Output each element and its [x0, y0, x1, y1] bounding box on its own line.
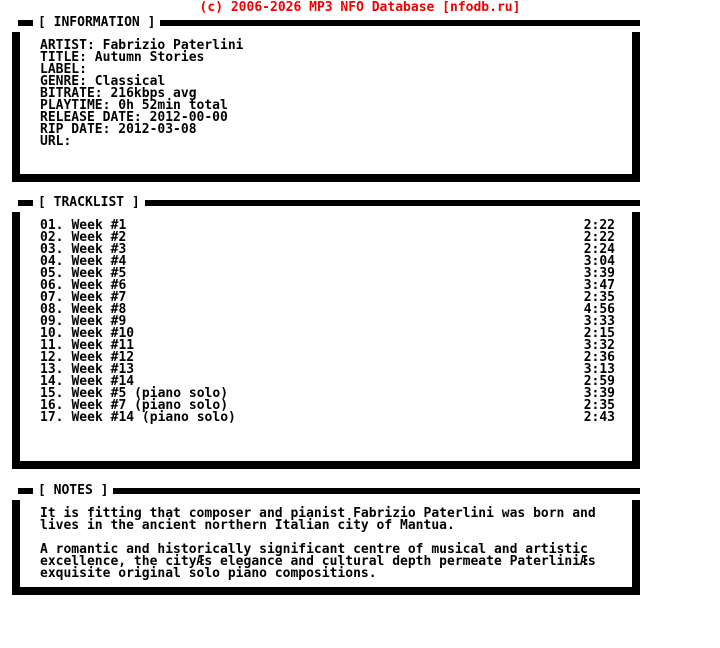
- track-title: Week #9: [71, 314, 127, 329]
- tracklist-section: [12, 196, 640, 469]
- notes-section-header: [12, 484, 640, 497]
- track-title: Week #7: [71, 290, 127, 305]
- information-section-body: [12, 32, 640, 182]
- track-number: 16.: [40, 398, 64, 413]
- info-url-line: URL:: [40, 134, 72, 149]
- track-duration: 3:32: [583, 338, 615, 353]
- track-duration: 3:04: [583, 254, 615, 269]
- track-title: Week #6: [71, 278, 127, 293]
- info-playtime-line: PLAYTIME: 0h 52min total: [40, 98, 228, 113]
- track-title: Week #1: [71, 218, 127, 233]
- track-title: Week #10: [71, 326, 135, 341]
- track-number: 10.: [40, 326, 64, 341]
- track-duration: 2:22: [583, 218, 615, 233]
- track-duration: 3:39: [583, 386, 615, 401]
- tracklist-section-label: [ TRACKLIST ]: [38, 195, 140, 210]
- track-title: Week #3: [71, 242, 127, 257]
- track-title: Week #4: [71, 254, 127, 269]
- track-title: Week #14 (piano solo): [71, 410, 236, 425]
- info-label-line: LABEL:: [40, 62, 87, 77]
- track-duration: 4:56: [583, 302, 615, 317]
- track-duration: 2:15: [583, 326, 615, 341]
- track-number: 08.: [40, 302, 64, 317]
- track-number: 07.: [40, 290, 64, 305]
- notes-text-line: A romantic and historically significant centre of musical and artistic: [40, 542, 588, 557]
- tracklist-section-header: [12, 196, 640, 209]
- border-bar: [18, 200, 33, 206]
- track-row: [40, 268, 615, 280]
- track-row: [40, 280, 615, 292]
- info-artist-line: ARTIST: Fabrizio Paterlini: [40, 38, 244, 53]
- border-bar: [145, 200, 640, 206]
- track-number: 12.: [40, 350, 64, 365]
- track-number: 03.: [40, 242, 64, 257]
- track-title: Week #2: [71, 230, 127, 245]
- border-bar: [18, 20, 33, 26]
- track-duration: 3:47: [583, 278, 615, 293]
- tracklist-section-body: [12, 212, 640, 469]
- track-duration: 2:36: [583, 350, 615, 365]
- info-genre-line: GENRE: Classical: [40, 74, 166, 89]
- track-title: Week #11: [71, 338, 135, 353]
- track-title: Week #7 (piano solo): [71, 398, 229, 413]
- track-title: Week #13: [71, 362, 135, 377]
- track-duration: 2:22: [583, 230, 615, 245]
- copyright-banner: (c) 2006-2026 MP3 NFO Database [nfodb.ru]: [199, 0, 521, 15]
- info-rip-date-line: RIP DATE: 2012-03-08: [40, 122, 197, 137]
- track-number: 11.: [40, 338, 64, 353]
- track-number: 17.: [40, 410, 64, 425]
- track-row: [40, 412, 615, 424]
- track-row: [40, 292, 615, 304]
- track-number: 14.: [40, 374, 64, 389]
- track-row: [40, 244, 615, 256]
- track-number: 06.: [40, 278, 64, 293]
- track-number: 05.: [40, 266, 64, 281]
- notes-text-line: excellence, the cityÆs elegance and cultural depth permeate PaterliniÆs: [40, 554, 596, 569]
- border-bar: [160, 20, 640, 26]
- track-number: 15.: [40, 386, 64, 401]
- track-number: 02.: [40, 230, 64, 245]
- track-duration: 2:59: [583, 374, 615, 389]
- notes-section: [12, 484, 640, 595]
- track-row: [40, 220, 615, 232]
- track-number: 04.: [40, 254, 64, 269]
- track-title: Week #5: [71, 266, 127, 281]
- information-section-label: [ INFORMATION ]: [38, 15, 156, 30]
- track-duration: 2:43: [583, 410, 615, 425]
- information-section: [12, 16, 640, 182]
- track-duration: 3:33: [583, 314, 615, 329]
- track-title: Week #14: [71, 374, 135, 389]
- info-title-line: TITLE: Autumn Stories: [40, 50, 205, 65]
- track-number: 13.: [40, 362, 64, 377]
- track-row: [40, 232, 615, 244]
- track-number: 01.: [40, 218, 64, 233]
- track-row: [40, 256, 615, 268]
- track-duration: 2:24: [583, 242, 615, 257]
- border-bar: [113, 488, 640, 494]
- track-duration: 3:13: [583, 362, 615, 377]
- notes-text-line: lives in the ancient northern Italian city of Mantua.: [40, 518, 455, 533]
- track-title: Week #12: [71, 350, 135, 365]
- track-duration: 2:35: [583, 398, 615, 413]
- track-title: Week #5 (piano solo): [71, 386, 229, 401]
- track-number: 09.: [40, 314, 64, 329]
- info-bitrate-line: BITRATE: 216kbps avg: [40, 86, 197, 101]
- information-section-header: [12, 16, 640, 29]
- track-row: [40, 304, 615, 316]
- notes-section-label: [ NOTES ]: [38, 483, 109, 498]
- notes-text-line: It is fitting that composer and pianist Fabrizio Paterlini was born and: [40, 506, 596, 521]
- track-duration: 2:35: [583, 290, 615, 305]
- track-duration: 3:39: [583, 266, 615, 281]
- track-title: Week #8: [71, 302, 127, 317]
- notes-text-line: exquisite original solo piano compositions.: [40, 566, 377, 581]
- info-release-date-line: RELEASE DATE: 2012-00-00: [40, 110, 228, 125]
- notes-section-body: [12, 500, 640, 595]
- border-bar: [18, 488, 33, 494]
